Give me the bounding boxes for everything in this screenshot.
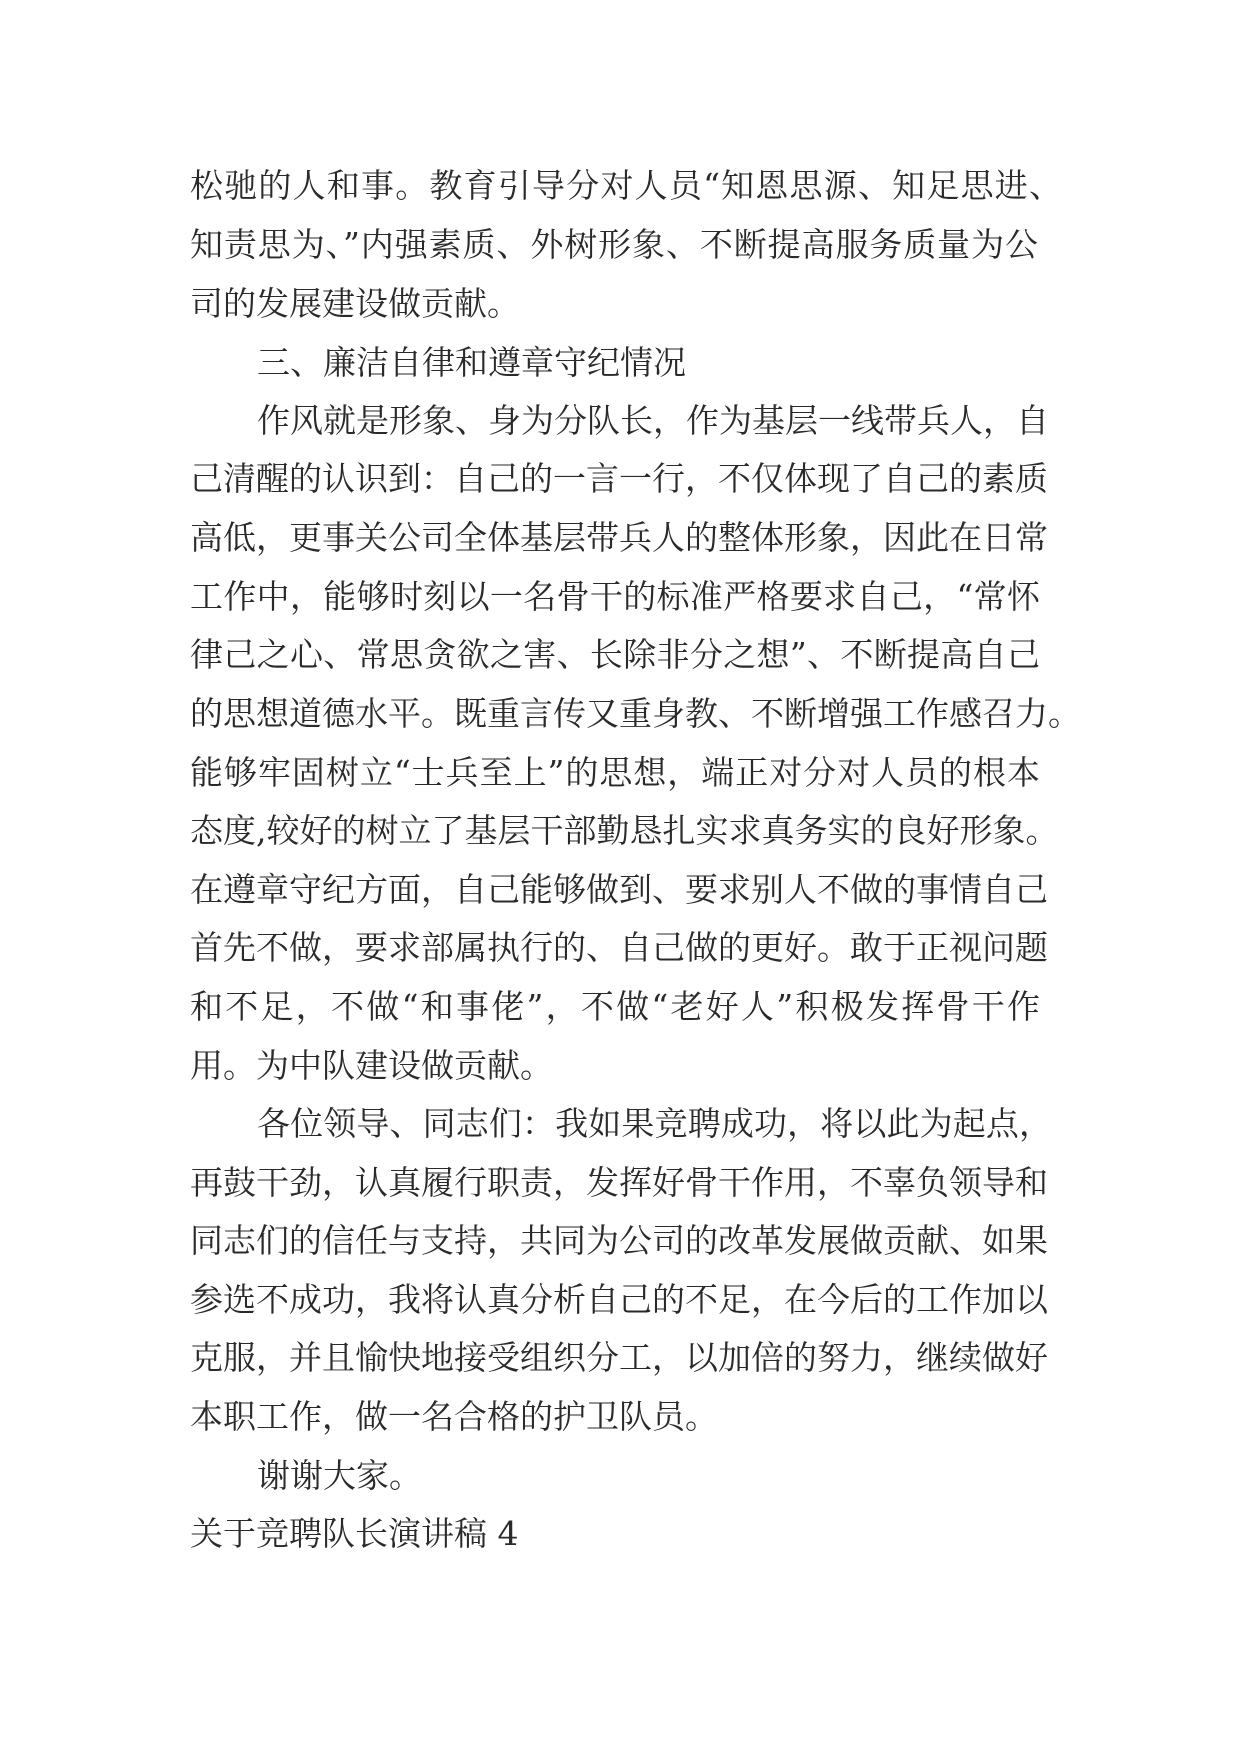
body-text-line: 知责思为、”内强素质、外树形象、不断提高服务质量为公: [190, 225, 1038, 264]
body-text-line: 本职工作，做一名合格的护卫队员。: [190, 1397, 718, 1436]
body-text-line: 律己之心、常思贪欲之害、长除非分之想”、不断提高自己: [190, 635, 1040, 674]
body-text-line: 首先不做，要求部属执行的、自己做的更好。敢于正视问题: [190, 928, 1048, 967]
body-text-line: 同志们的信任与支持，共同为公司的改革发展做贡献、如果: [190, 1221, 1048, 1260]
body-text-line: 各位领导、同志们：我如果竞聘成功，将以此为起点，: [257, 1104, 1052, 1143]
body-text-line: 己清醒的认识到：自己的一言一行，不仅体现了自己的素质: [190, 459, 1048, 498]
body-text-line: 用。为中队建设做贡献。: [190, 1046, 553, 1085]
body-text-line: 克服，并且愉快地接受组织分工，以加倍的努力，继续做好: [190, 1338, 1048, 1377]
next-section-title: 关于竞聘队长演讲稿 4: [190, 1514, 519, 1553]
body-text-line: 在遵章守纪方面，自己能够做到、要求别人不做的事情自己: [190, 870, 1048, 909]
section-heading: 三、廉洁自律和遵章守纪情况: [257, 343, 686, 382]
body-text-line: 工作中，能够时刻以一名骨干的标准严格要求自己，“常怀: [190, 577, 1040, 616]
body-text-line: 的思想道德水平。既重言传又重身教、不断增强工作感召力。: [190, 694, 1081, 733]
body-text-line: 再鼓干劲，认真履行职责，发挥好骨干作用，不辜负领导和: [190, 1163, 1048, 1202]
body-text-line: 和不足，不做“和事佬”，不做“老好人”积极发挥骨干作: [190, 987, 1040, 1026]
body-text-line: 能够牢固树立“士兵至上”的思想，端正对分对人员的根本: [190, 753, 1040, 792]
body-text-line: 作风就是形象、身为分队长，作为基层一线带兵人，自: [257, 401, 1049, 440]
body-text-line: 司的发展建设做贡献。: [190, 284, 520, 323]
body-text-line: 高低，更事关公司全体基层带兵人的整体形象，因此在日常: [190, 518, 1048, 557]
body-text-line: 态度,较好的树立了基层干部勤恳扎实求真务实的良好形象。: [190, 811, 1059, 850]
body-text-line: 松驰的人和事。教育引导分对人员“知恩思源、知足思进、: [190, 166, 1062, 205]
body-text-line: 参选不成功，我将认真分析自己的不足，在今后的工作加以: [190, 1280, 1048, 1319]
closing-line: 谢谢大家。: [257, 1456, 422, 1495]
